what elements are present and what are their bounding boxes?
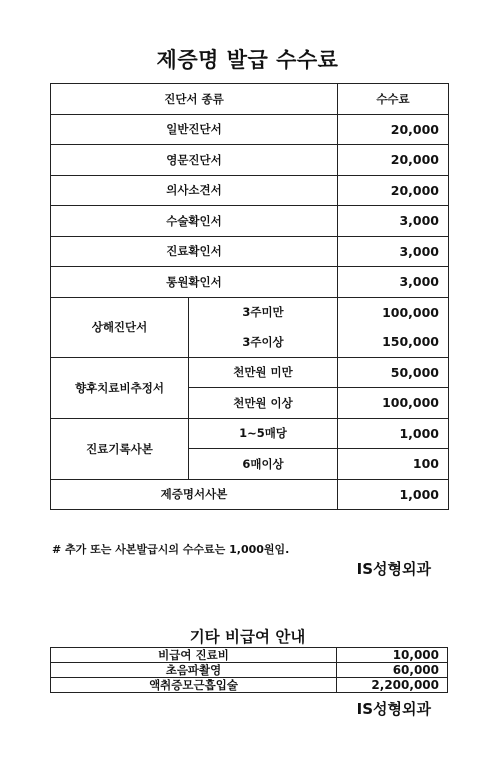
section-title: 기타 비급여 안내 (189, 628, 306, 646)
table-row (51, 206, 449, 237)
group-name: 향후치료비추정서 (51, 357, 189, 418)
doc-name: 제증명서사본 (51, 479, 338, 510)
sub-name: 천만원 미만 (189, 357, 338, 388)
item-name: 액취증모근흡입술 (51, 678, 337, 693)
group-name: 상해진단서 (51, 297, 189, 357)
other-fee-table (50, 647, 448, 693)
clinic-name: IS성형외과 (356, 700, 431, 718)
doc-name: 일반진단서 (51, 114, 338, 145)
item-fee: 60,000 (337, 663, 448, 678)
doc-fee: 20,000 (338, 175, 449, 206)
sub-name: 1~5매당 (189, 418, 338, 449)
table-row (51, 145, 449, 176)
sub-fee: 1,000 (338, 418, 449, 449)
item-fee: 10,000 (337, 648, 448, 663)
item-fee: 2,200,000 (337, 678, 448, 693)
group-name: 진료기록사본 (51, 418, 189, 479)
sub-fee: 150,000 (338, 327, 449, 357)
doc-name: 영문진단서 (51, 145, 338, 176)
sub-fee: 100,000 (338, 297, 449, 327)
sub-fee: 100,000 (338, 388, 449, 419)
doc-fee: 3,000 (338, 206, 449, 237)
table-row (51, 297, 449, 327)
fee-table (50, 83, 449, 510)
sub-name: 6매이상 (189, 449, 338, 480)
table-row (51, 114, 449, 145)
table-row (51, 236, 449, 267)
doc-name: 수술확인서 (51, 206, 338, 237)
table-header-row (51, 84, 449, 115)
item-name: 비급여 진료비 (51, 648, 337, 663)
table-row (51, 175, 449, 206)
doc-fee: 3,000 (338, 236, 449, 267)
doc-fee: 1,000 (338, 479, 449, 510)
clinic-name: IS성형외과 (356, 560, 431, 578)
doc-fee: 20,000 (338, 145, 449, 176)
table-row (51, 648, 448, 663)
sub-name: 3주미만 (189, 297, 338, 327)
header-type: 진단서 종류 (51, 84, 338, 115)
header-fee: 수수료 (338, 84, 449, 115)
table-row (51, 678, 448, 693)
table-row (51, 479, 449, 510)
sub-fee: 50,000 (338, 357, 449, 388)
table-row (51, 663, 448, 678)
table-row (51, 357, 449, 388)
table-row (51, 418, 449, 449)
sub-name: 천만원 이상 (189, 388, 338, 419)
table-row (51, 267, 449, 298)
doc-fee: 20,000 (338, 114, 449, 145)
sub-fee: 100 (338, 449, 449, 480)
page-title: 제증명 발급 수수료 (156, 48, 339, 72)
item-name: 초음파촬영 (51, 663, 337, 678)
doc-name: 의사소견서 (51, 175, 338, 206)
doc-fee: 3,000 (338, 267, 449, 298)
doc-name: 통원확인서 (51, 267, 338, 298)
sub-name: 3주이상 (189, 327, 338, 357)
fee-note: # 추가 또는 사본발급시의 수수료는 1,000원임. (52, 543, 290, 556)
doc-name: 진료확인서 (51, 236, 338, 267)
